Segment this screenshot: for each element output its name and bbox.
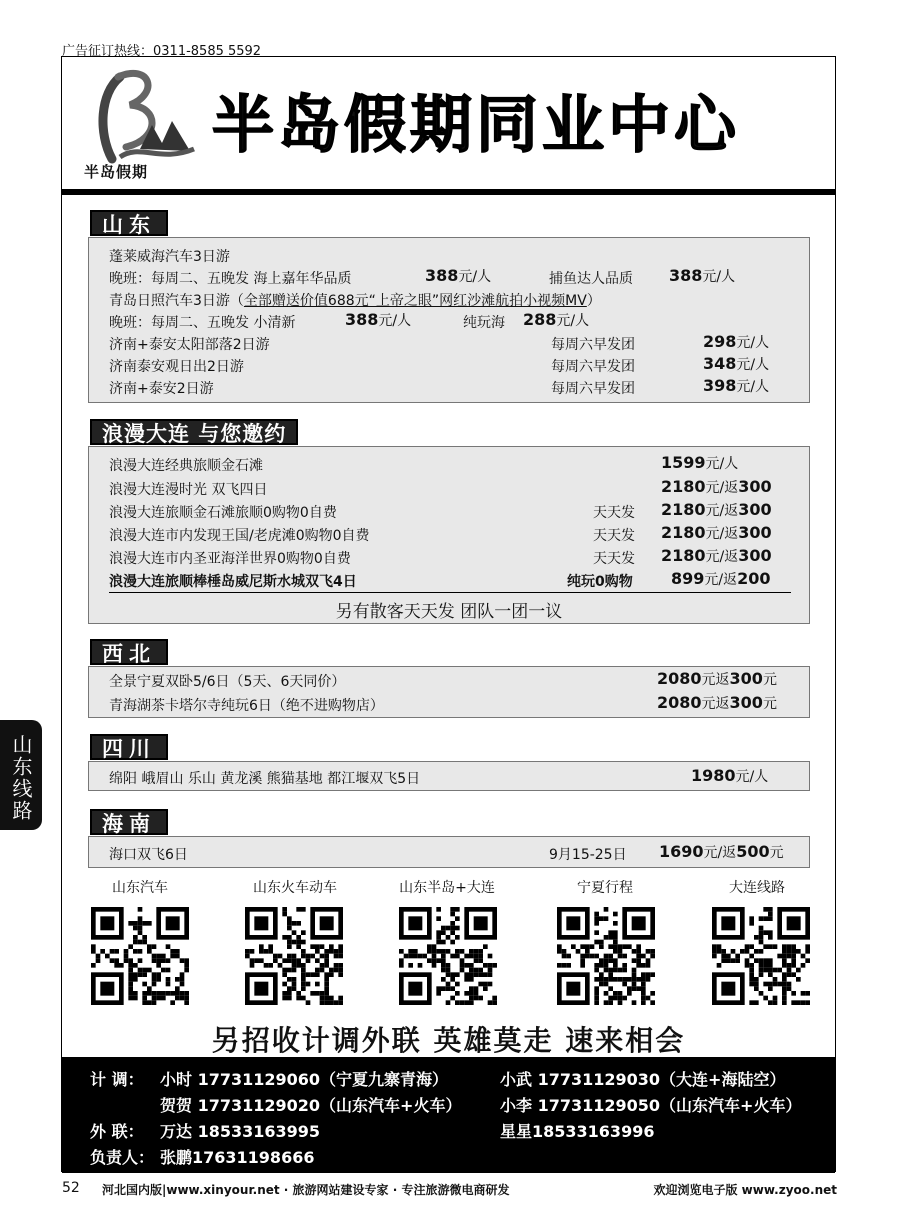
- route-name: 浪漫大连旅顺棒棰岛威尼斯水城双飞4日: [109, 571, 791, 593]
- route-price: 2180元/返300: [661, 523, 772, 542]
- route-name: 浪漫大连旅顺金石滩旅顺0购物0自费: [109, 505, 337, 521]
- contact-role: 外 联：: [90, 1122, 144, 1141]
- route-price: 2080元返300元: [657, 669, 777, 688]
- ad-hotline: 广告征订热线：0311-8585 5592: [62, 44, 262, 59]
- route-name: 全景宁夏双卧5/6日（5天、6天同价）: [109, 674, 346, 690]
- qr-label: 山东半岛+大连: [399, 880, 495, 896]
- route-price: 2180元/返300: [661, 500, 772, 519]
- qr-label: 大连线路: [729, 880, 785, 896]
- contact-role: 负责人：: [90, 1148, 155, 1167]
- route-name: 绵阳 峨眉山 乐山 黄龙溪 熊猫基地 都江堰双飞5日: [109, 771, 421, 787]
- route-schedule: 每周六早发团: [551, 381, 635, 397]
- contact-role: 计 调：: [90, 1070, 144, 1089]
- route-price: 288元/人: [523, 310, 590, 329]
- contact-panel: [62, 1057, 835, 1173]
- route-detail: 捕鱼达人品质: [549, 271, 633, 287]
- footer-site-info[interactable]: 河北国内版|www.xinyour.net · 旅游网站建设专家 · 专注旅游微电商研发: [102, 1183, 510, 1197]
- route-price: 388元/人: [425, 266, 492, 285]
- route-tag: 天天发: [593, 551, 635, 567]
- qr-label: 宁夏行程: [577, 880, 633, 896]
- section-tab-shandong: 山东: [90, 210, 168, 236]
- route-schedule: 每周六早发团: [551, 359, 635, 375]
- hainan-box: [88, 836, 810, 868]
- route-name: 浪漫大连市内圣亚海洋世界0购物0自费: [109, 551, 351, 567]
- route-schedule: 每周六早发团: [551, 337, 635, 353]
- route-price: 388元/人: [669, 266, 736, 285]
- qr-code-icon[interactable]: [557, 907, 655, 1005]
- route-name: 浪漫大连漫时光 双飞四日: [109, 482, 268, 498]
- header: [62, 57, 835, 195]
- route-price: 2180元/返300: [661, 477, 772, 496]
- route-name: 海口双飞6日: [109, 847, 188, 863]
- route-tag: 纯玩0购物: [567, 574, 633, 590]
- recruit-slogan: 另招收计调外联 英雄莫走 速来相会: [211, 1024, 686, 1057]
- contact-item: 贺贺 17731129020（山东汽车+火车）: [160, 1096, 462, 1115]
- qr-label: 山东火车动车: [253, 880, 337, 896]
- route-tag: 天天发: [593, 505, 635, 521]
- route-price: 1980元/人: [691, 766, 769, 785]
- dalian-box: [88, 446, 810, 624]
- section-tab-sichuan: 四川: [90, 734, 168, 760]
- shandong-box: [88, 237, 810, 403]
- side-tab-shandong-routes[interactable]: 山东线路: [0, 720, 42, 830]
- sichuan-box: [88, 761, 810, 791]
- route-name: 浪漫大连经典旅顺金石滩: [109, 458, 263, 474]
- page-number: 52: [62, 1180, 80, 1196]
- route-name: 济南+泰安太阳部落2日游: [109, 337, 270, 353]
- route-detail: 晚班：每周二、五晚发 小清新: [109, 315, 296, 331]
- qr-code-icon[interactable]: [399, 907, 497, 1005]
- qr-code-icon[interactable]: [91, 907, 189, 1005]
- route-date: 9月15-25日: [549, 847, 627, 863]
- contact-item: 星星18533163996: [500, 1122, 655, 1141]
- section-tab-hainan: 海南: [90, 809, 168, 835]
- qr-label: 山东汽车: [112, 880, 168, 896]
- route-name: 蓬莱威海汽车3日游: [109, 249, 230, 265]
- dalian-note: 另有散客天天发 团队一团一议: [335, 602, 563, 622]
- route-price: 1690元/返500元: [659, 842, 784, 861]
- qr-code-icon[interactable]: [245, 907, 343, 1005]
- logo-text: 半岛假期: [84, 163, 149, 181]
- contact-item: 小时 17731129060（宁夏九寨青海）: [160, 1070, 449, 1089]
- route-price: 1599元/人: [661, 453, 739, 472]
- contact-item: 张鹏17631198666: [160, 1148, 315, 1167]
- route-price: 298元/人: [703, 332, 770, 351]
- page-frame: [61, 56, 836, 1172]
- route-price: 2080元返300元: [657, 693, 777, 712]
- page-title: 半岛假期同业中心: [212, 88, 741, 161]
- route-name: 济南+泰安2日游: [109, 381, 214, 397]
- route-detail: 纯玩海: [463, 315, 505, 331]
- route-price: 2180元/返300: [661, 546, 772, 565]
- route-name: 青岛日照汽车3日游（全部赠送价值688元“上帝之眼”网红沙滩航拍小视频MV）: [109, 293, 601, 309]
- route-price: 348元/人: [703, 354, 770, 373]
- route-name: 青海湖茶卡塔尔寺纯玩6日（绝不进购物店）: [109, 698, 384, 714]
- route-detail: 晚班：每周二、五晚发 海上嘉年华品质: [109, 271, 352, 287]
- route-price: 388元/人: [345, 310, 412, 329]
- section-tab-dalian: 浪漫大连 与您邀约: [90, 419, 298, 445]
- route-price: 398元/人: [703, 376, 770, 395]
- xibei-box: [88, 666, 810, 718]
- route-name: 济南泰安观日出2日游: [109, 359, 244, 375]
- route-tag: 天天发: [593, 528, 635, 544]
- contact-item: 小武 17731129030（大连+海陆空）: [500, 1070, 786, 1089]
- contact-item: 小李 17731129050（山东汽车+火车）: [500, 1096, 802, 1115]
- qr-code-icon[interactable]: [712, 907, 810, 1005]
- route-name: 浪漫大连市内发现王国/老虎滩0购物0自费: [109, 528, 370, 544]
- route-price: 899元/返200: [671, 569, 771, 588]
- section-tab-xibei: 西北: [90, 639, 168, 665]
- footer-link[interactable]: 欢迎浏览电子版 www.zyoo.net: [653, 1183, 837, 1197]
- contact-item: 万达 18533163995: [160, 1122, 321, 1141]
